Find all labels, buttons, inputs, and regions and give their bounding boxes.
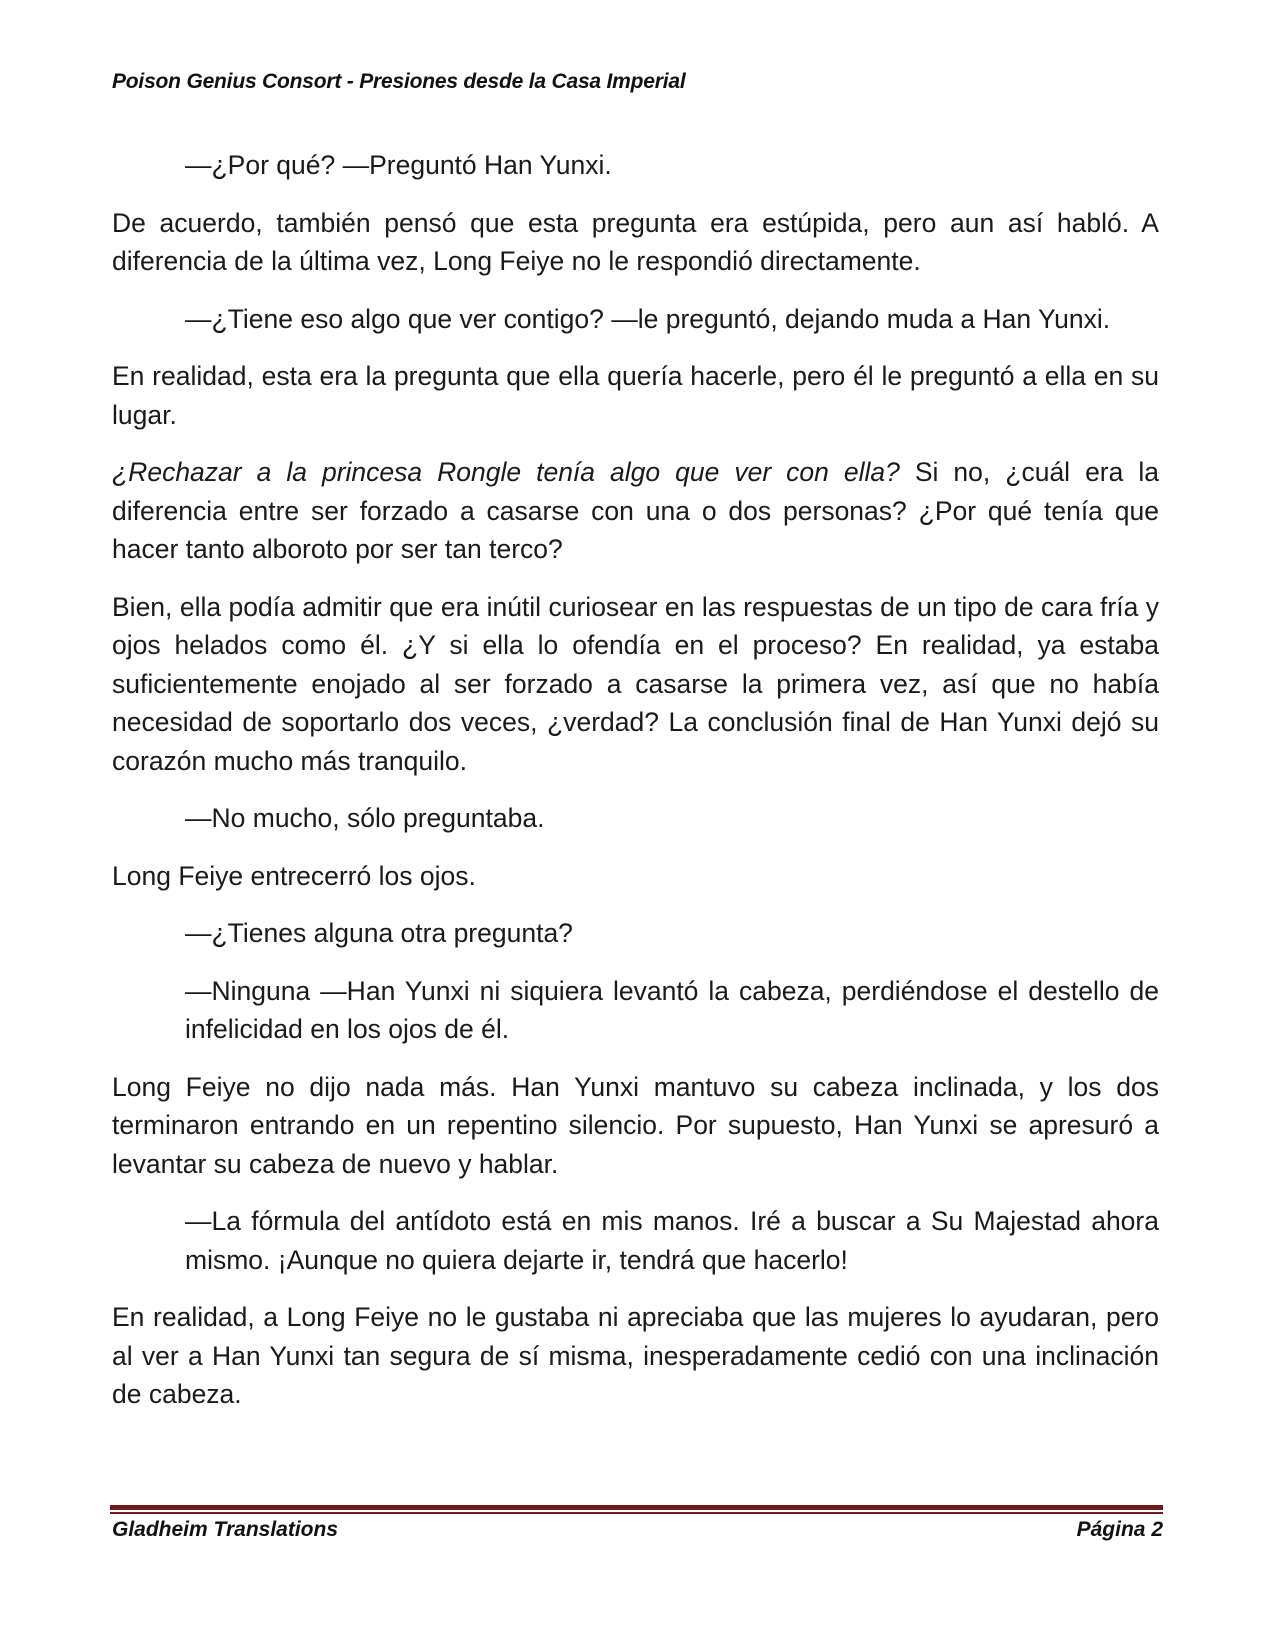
paragraph-1: —¿Por qué? —Preguntó Han Yunxi. [185, 150, 612, 180]
paragraph-10: —Ninguna —Han Yunxi ni siquiera levantó la cabeza, perdiéndose el destello de infelicidad en los ojos de él. [185, 975, 1159, 1044]
paragraph-6: Bien, ella podía admitir que era inútil curiosear en las respuestas de un tipo de cara fría y ojos helados como él. ¿Y si ella lo ofendía en el proceso? En realidad, ya estaba suficientemente enojado al ser forzado a casarse la primera vez, así que no había necesidad de soportarlo dos veces, ¿verdad? La conclusión final de Han Yunxi dejó su corazón mucho más tranquilo. [112, 591, 1159, 776]
paragraph-3: —¿Tiene eso algo que ver contigo? —le preguntó, dejando muda a Han Yunxi. [185, 303, 1111, 334]
footer-publisher: Gladheim Translations [112, 1518, 339, 1541]
footer-divider [110, 1505, 1163, 1514]
paragraph-8: Long Feiye entrecerró los ojos. [112, 860, 476, 891]
paragraph-5-rest: Si no, ¿cuál era la diferencia entre ser forzado a casarse con una o dos personas? ¿Por qué tenía que hacer tanto alboroto por ser tan terco? [112, 457, 1159, 564]
document-body [112, 146, 1159, 1433]
page-number: Página 2 [1076, 1518, 1163, 1541]
paragraph-5 [112, 453, 1159, 569]
paragraph-2: De acuerdo, también pensó que esta pregunta era estúpida, pero aun así habló. A diferencia de la última vez, Long Feiye no le respondió directamente. [112, 207, 1159, 276]
paragraph-13: En realidad, a Long Feiye no le gustaba ni apreciaba que las mujeres lo ayudaran, pero al ver a Han Yunxi tan segura de sí misma, inesperadamente cedió con una inclinación de cabeza. [112, 1302, 1159, 1409]
page-header-title: Poison Genius Consort - Presiones desde la Casa Imperial [112, 70, 686, 93]
footer-divider-thick [110, 1505, 1163, 1510]
paragraph-5-italic: ¿Rechazar a la princesa Rongle tenía algo que ver con ella? [112, 457, 900, 487]
paragraph-11: Long Feiye no dijo nada más. Han Yunxi mantuvo su cabeza inclinada, y los dos terminaron entrando en un repentino silencio. Por supuesto, Han Yunxi se apresuró a levantar su cabeza de nuevo y hablar. [112, 1071, 1159, 1179]
footer-divider-thin [110, 1512, 1163, 1514]
paragraph-7: —No mucho, sólo preguntaba. [185, 803, 545, 833]
paragraph-9: —¿Tienes alguna otra pregunta? [185, 918, 573, 948]
paragraph-12: —La fórmula del antídoto está en mis manos. Iré a buscar a Su Majestad ahora mismo. ¡Aunque no quiera dejarte ir, tendrá que hacerlo! [185, 1206, 1159, 1275]
paragraph-4: En realidad, esta era la pregunta que ella quería hacerle, pero él le preguntó a ella en su lugar. [112, 361, 1159, 430]
